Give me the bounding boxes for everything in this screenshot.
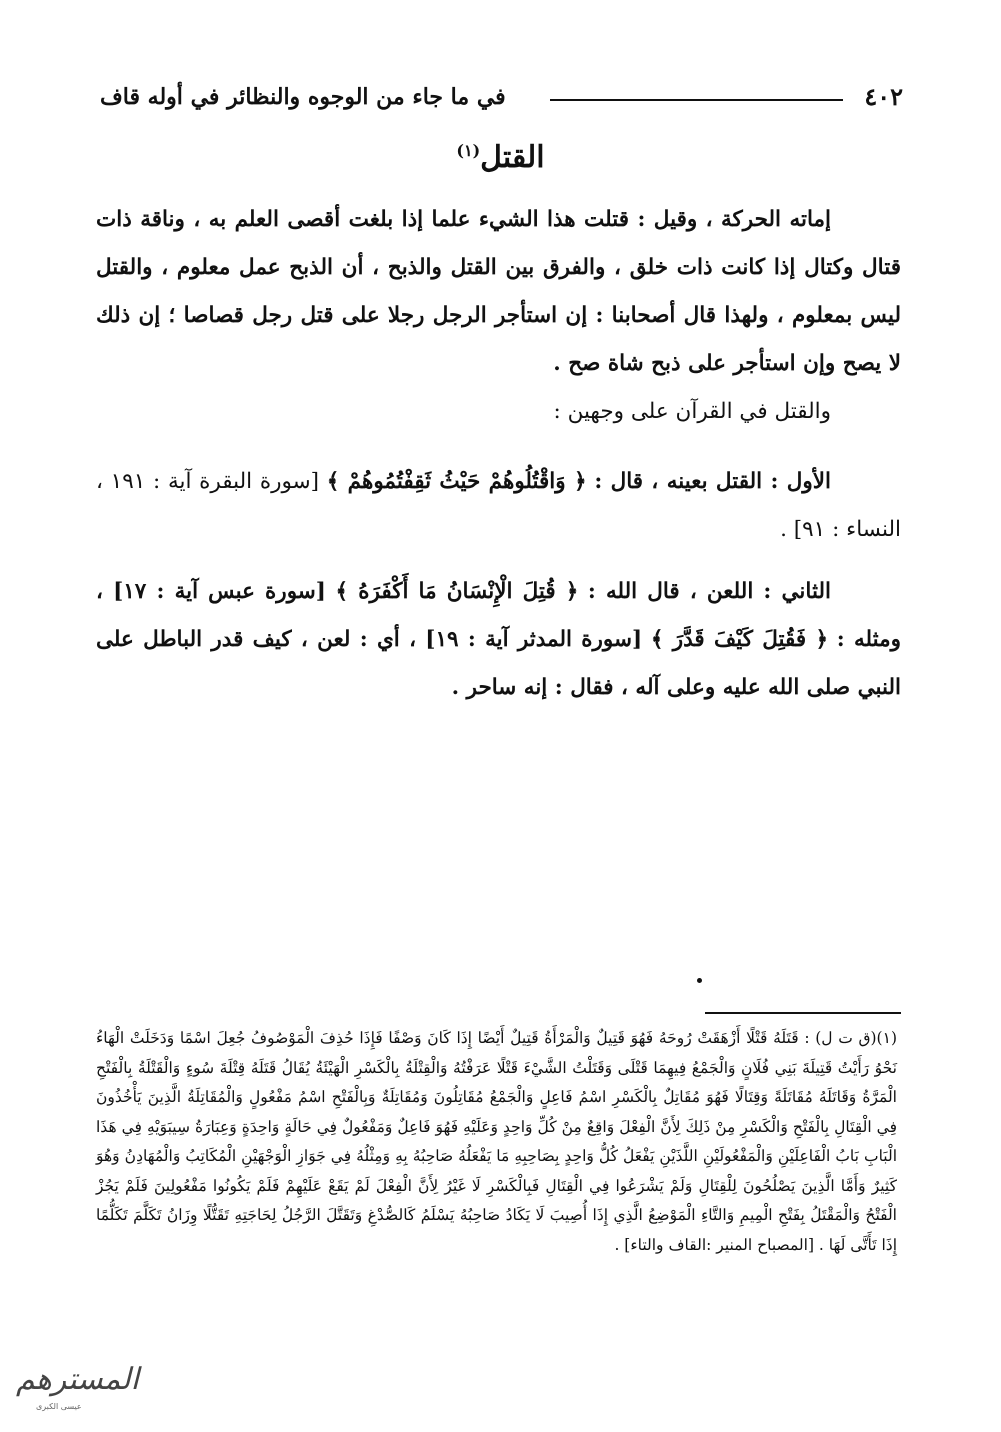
- footnote-rule: [705, 1012, 901, 1014]
- header-rule: [550, 99, 843, 101]
- verse-ref-1: [سورة البقرة آية : ١٩١ ، النساء : ٩١] .: [96, 469, 901, 542]
- running-title: في ما جاء من الوجوه والنظائر في أوله قاف: [100, 84, 506, 110]
- page-header: [100, 82, 903, 116]
- paragraph-first-meaning: [96, 458, 901, 554]
- section-title: [0, 140, 1001, 175]
- logo-text: المسترهم: [16, 1362, 139, 1397]
- verse-ref-2: [سورة عبس آية : ١٧] ، ومثله :: [96, 579, 902, 652]
- logo-caption: عيسى الكبرى: [36, 1402, 82, 1411]
- main-text-4: [96, 568, 901, 712]
- quran-verse-3: ﴿ فَقُتِلَ كَيْفَ قَدَّرَ ﴾: [650, 627, 829, 652]
- publisher-logo: [8, 1358, 139, 1418]
- section-title-text: القتل: [480, 140, 545, 175]
- page-number: ٤٠٢: [864, 82, 903, 111]
- quran-verse-2: ﴿ قُتِلَ الْإِنْسَانُ مَا أَكْفَرَهُ ﴾: [335, 579, 579, 604]
- stray-dot: [697, 978, 702, 983]
- second-meaning-label: الثاني : اللعن ، قال الله :: [587, 579, 831, 604]
- paragraph-definition: إماته الحركة ، وقيل : قتلت هذا الشيء علما إذا بلغت أقصى العلم به ، وناقة ذات قتال وكتال إذا كانت ذات خلق ، والفرق بين القتل والذبح ، أن الذبح عمل معلوم ، والقتل ليس بمعلوم ، ولهذا قال أصحابنا : إن استأجر الرجل رجلا على قتل رجل قصاصا ؛ إن ذلك لا يصح وإن استأجر على ذبح شاة صح .: [96, 207, 901, 376]
- main-text-2: [96, 388, 901, 436]
- section-footnote-ref: (١): [456, 141, 481, 160]
- footnote: (١)(ق ت ل) : قَتَلَهُ قَتْلًا أَزْهَقَتْ رُوحَهُ فَهُوَ قَتِيلٌ وَالْمَرْأَةُ قَتِيلٌ أَيْضًا إِذَا كَانَ وَصْفًا فَإِذَا حُذِفَ الْمَوْصُوفُ جُعِلَ اسْمًا وَدَخَلَتْ الْهَاءُ نَحْوُ رَأَيْتُ قَتِيلَةَ بَنِي فُلَانٍ وَالْجَمْعُ فِيهِمَا قَتْلَى وَقَتَلْتُ الشَّيْءَ قَتْلًا عَرَفْتُهُ وَالْقِتْلَةُ بِالْكَسْرِ الْهَيْئَةُ يُقَالُ قَتَلَهُ قِتْلَةَ سُوءٍ وَالْقَتْلَةُ بِالْفَتْحِ الْمَرَّةُ وَقَاتَلَهُ مُقَاتَلَةً وَقِتَالًا فَهُوَ مُقَاتِلٌ بِالْكَسْرِ اسْمُ فَاعِلٍ وَالْجَمْعُ مُقَاتِلُونَ وَمُقَاتِلَةٌ وَبِالْفَتْحِ اسْمُ مَفْعُولٍ وَالْمُقَاتِلَةُ الَّذِينَ يَأْخُذُونَ فِي الْقِتَالِ بِالْفَتْحِ وَالْكَسْرِ مِنْ ذَلِكَ لِأَنَّ الْفِعْلَ وَاقِعٌ مِنْ كُلِّ وَاحِدٍ وَعَلَيْهِ فَهُوَ فَاعِلٌ وَمَفْعُولٌ فِي حَالَةٍ وَاحِدَةٍ وَعِبَارَةُ سِيبَوَيْهِ فِي هَذَا الْبَابِ بَابُ الْفَاعِلَيْنِ وَالْمَفْعُولَيْنِ اللَّذَيْنِ يَفْعَلُ كُلُّ وَاحِدٍ بِصَاحِبِهِ مَا يَفْعَلُهُ صَاحِبُهُ بِهِ وَمِثْلُهُ فِي جَوَازِ الْوَجْهَيْنِ الْمُكَاتِبُ وَالْمُهَادِنُ وَهُوَ كَثِيرٌ وَأَمَّا الَّذِينَ يَصْلُحُونَ لِلْقِتَالِ وَلَمْ يَشْرَعُوا فِي الْقِتَالِ فَبِالْكَسْرِ لَا غَيْرُ لِأَنَّ الْفِعْلَ لَمْ يَقَعْ عَلَيْهِمْ فَلَمْ يَكُونُوا مَفْعُولِينَ فَلَمْ يَجُزْ الْفَتْحُ وَالْمَقْتَلُ بِفَتْحِ الْمِيمِ وَالتَّاءِ الْمَوْضِعُ الَّذِي إِذَا أُصِيبَ لَا يَكَادُ صَاحِبُهُ يَسْلَمُ كَالصُّدْغِ وَتَقَتَّلَ الرَّجُلُ لِحَاجَتِهِ تَقَتُّلًا وِزَانُ تَكَلَّمَ تَكَلُّمًا إِذَا تَأَتَّى لَهَا . [المصباح المنير :القاف والتاء] .: [96, 1029, 897, 1254]
- quran-verse-1: ﴿ وَاقْتُلُوهُمْ حَيْثُ ثَقِفْتُمُوهُمْ ﴾: [326, 469, 587, 494]
- first-meaning-label: الأول : القتل بعينه ، قال :: [594, 469, 831, 494]
- main-text-3: [96, 458, 901, 554]
- paragraph-second-meaning: [96, 568, 901, 712]
- verse-ref-3: [سورة المدثر آية : ١٩] ، أي : لعن ، كيف قدر الباطل على النبي صلى الله عليه وعلى آله ، فقال : إنه ساحر .: [96, 627, 901, 700]
- main-text: [96, 196, 901, 388]
- paragraph-intro: والقتل في القرآن على وجهين :: [553, 399, 831, 424]
